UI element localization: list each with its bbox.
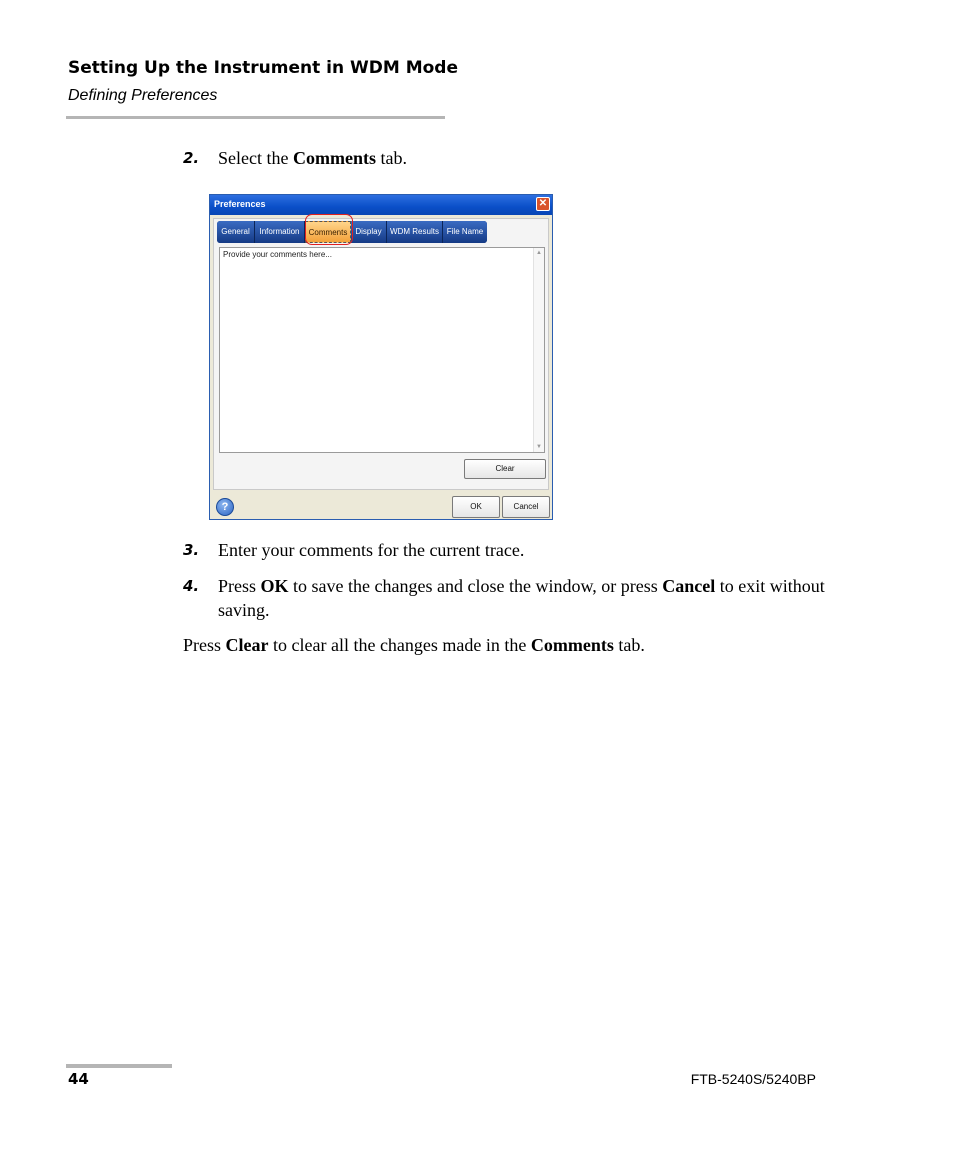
scroll-up-icon[interactable]: ▲	[536, 250, 542, 256]
step-number: 2.	[183, 149, 200, 167]
comments-textarea[interactable]	[219, 247, 545, 453]
step-text-part: to save the changes and close the window, or press	[288, 576, 663, 596]
comments-placeholder: Provide your comments here...	[223, 250, 332, 259]
step-number: 3.	[183, 541, 200, 559]
step-text-part: tab.	[375, 148, 407, 168]
model-name: FTB-5240S/5240BP	[690, 1071, 816, 1087]
tab-file-name[interactable]: File Name	[443, 221, 487, 243]
step-text-bold: Cancel	[662, 576, 716, 596]
tab-panel	[213, 218, 549, 490]
vertical-scrollbar[interactable]	[533, 248, 544, 452]
help-button[interactable]	[216, 498, 234, 516]
step-text	[218, 574, 828, 622]
note-bold: Comments	[530, 635, 614, 655]
header-rule	[66, 116, 445, 119]
step-text-bold: Comments	[292, 148, 376, 168]
step-text-part: Select the	[218, 148, 293, 168]
close-button[interactable]	[536, 197, 550, 211]
tab-general[interactable]: General	[217, 221, 255, 243]
note-bold: Clear	[225, 635, 269, 655]
step-text-part: Press	[218, 576, 261, 596]
step-text-bold: OK	[260, 576, 289, 596]
note-part: Press	[183, 635, 226, 655]
tab-display[interactable]: Display	[351, 221, 387, 243]
clear-button[interactable]: Clear	[464, 459, 546, 479]
page-number: 44	[68, 1070, 89, 1088]
footer-rule	[66, 1064, 172, 1068]
scroll-down-icon[interactable]: ▼	[536, 444, 542, 450]
close-icon: ✕	[538, 198, 548, 209]
tab-highlight-circle	[305, 214, 353, 245]
tab-wdm-results[interactable]: WDM Results	[387, 221, 443, 243]
page-header-subtitle: Defining Preferences	[68, 87, 218, 104]
step-text	[218, 146, 828, 170]
dialog-title: Preferences	[214, 199, 266, 209]
page-header-title: Setting Up the Instrument in WDM Mode	[68, 58, 459, 78]
note-part: to clear all the changes made in the	[268, 635, 531, 655]
cancel-button[interactable]: Cancel	[502, 496, 550, 518]
ok-button[interactable]: OK	[452, 496, 500, 518]
tab-comments[interactable]: Comments	[305, 221, 351, 243]
step-text-part: to exit without saving.	[218, 576, 825, 620]
preferences-dialog	[209, 194, 553, 520]
dialog-titlebar	[210, 195, 552, 215]
step-text: Enter your comments for the current trace.	[218, 540, 525, 560]
help-icon: ?	[221, 501, 229, 513]
note-paragraph	[183, 633, 645, 657]
tab-information[interactable]: Information	[255, 221, 305, 243]
note-part: tab.	[613, 635, 645, 655]
step-number: 4.	[183, 577, 200, 595]
